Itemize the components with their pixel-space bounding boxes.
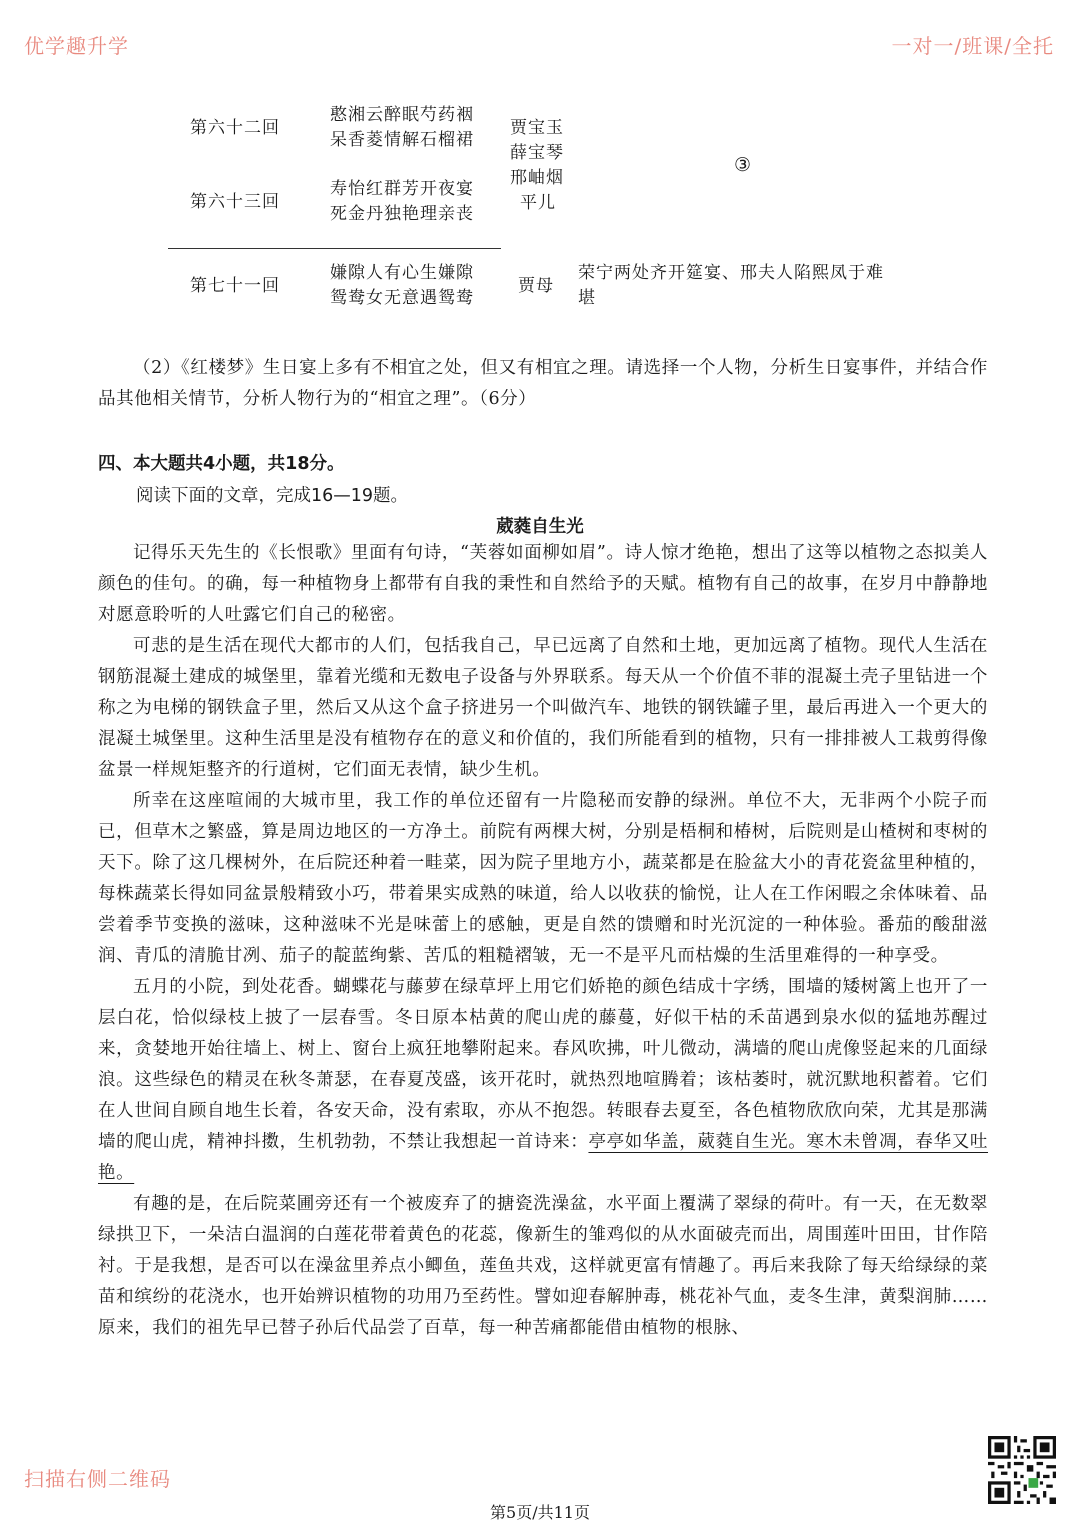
question-2 — [98, 353, 988, 415]
watermark-services: 一对一/班课/全托 — [891, 34, 1054, 58]
article-paragraph-3: 所幸在这座喧闹的大城市里，我工作的单位还留有一片隐秘而安静的绿洲。单位不大，无非两个小院子而已，但草木之繁盛，算是周边地区的一方净土。前院有两棵大树，分别是梧桐和椿树，后院则是山楂树和枣树的天下。除了这几棵树外，在后院还种着一畦菜，因为院子里地方小，蔬菜都是在脸盆大小的青花瓷盆里种植的，每株蔬菜长得如同盆景般精致小巧，带着果实成熟的味道，给人以收获的愉悦，让人在工作闲暇之余体味着、品尝着季节变换的滋味，这种滋味不光是味蕾上的感触，更是自然的馈赠和时光沉淀的一种体验。番茄的酸甜滋润、青瓜的清脆甘冽、茄子的靛蓝绚紫、苦瓜的粗糙褶皱，无一不是平凡而枯燥的生活里难得的一种享受。 — [98, 791, 988, 966]
article-paragraph-1: 记得乐天先生的《长恨歌》里面有句诗，“芙蓉如面柳如眉”。诗人惊才绝艳，想出了这等以植物之态拟美人颜色的佳句。的确，每一种植物身上都带有自我的秉性和自然给予的天赋。植物有自己的故事，在岁月中静静地对愿意聆听的人吐露它们自己的秘密。 — [98, 543, 988, 625]
watermark-brand: 优学趣升学 — [24, 34, 129, 58]
section-4-heading: 四、本大题共4小题，共18分。 — [98, 454, 345, 474]
article-paragraph-5: 有趣的是，在后院菜圃旁还有一个被废弃了的搪瓷洗澡盆，水平面上覆满了翠绿的荷叶。有一天，在无数翠绿拱卫下，一朵洁白温润的白莲花带着黄色的花蕊，像新生的雏鸡似的从水面破壳而出，周围莲叶田田，甘作陪衬。于是我想，是否可以在澡盆里养点小鲫鱼，莲鱼共戏，这样就更富有情趣了。再后来我除了每天给绿绿的菜苗和缤纷的花浇水，也开始辨识植物的功用乃至药性。譬如迎春解肿毒，桃花补气血，麦冬生津，黄梨润肺……原来，我们的祖先早已替子孙后代品尝了百草，每一种苦痛都能借由植物的根脉、 — [98, 1194, 988, 1338]
person-xiuyan: 邢岫烟 — [510, 168, 564, 188]
person-jiamu: 贾母 — [518, 276, 554, 296]
event-71-line-2: 堪 — [578, 288, 596, 308]
person-baoqin: 薛宝琴 — [510, 143, 564, 163]
answer-blank-3: ③ — [734, 154, 753, 176]
section-4-instruction: 阅读下面的文章，完成16—19题。 — [136, 486, 409, 506]
article-paragraph-4-text: 五月的小院，到处花香。蝴蝶花与藤萝在绿草坪上用它们娇艳的颜色结成十字绣，围墙的矮树篱上也开了一层白花，恰似绿枝上披了一层春雪。冬日原本枯黄的爬山虎的藤蔓，好似干枯的禾苗遇到泉水似的猛地苏醒过来，贪婪地开始往墙上、树上、窗台上疯狂地攀附起来。春风吹拂，叶儿微动，满墙的爬山虎像竖起来的几面绿浪。这些绿色的精灵在秋冬萧瑟，在春夏茂盛，该开花时，就热烈地喧腾着；该枯萎时，就沉默地积蓄着。它们在人世间自顾自地生长着，各安天命，没有索取，亦从不抱怨。转眼春去夏至，各色植物欣欣向荣，尤其是那满墙的爬山虎，精神抖擞，生机勃勃，不禁让我想起一首诗来： — [98, 977, 988, 1152]
article-paragraph-4 — [98, 972, 988, 1189]
chapter-71: 第七十一回 — [190, 276, 280, 296]
question-2-text: （2）《红楼梦》生日宴上多有不相宜之处，但又有相宜之理。请选择一个人物，分析生日宴事件，并结合作品其他相关情节，分析人物行为的“相宜之理”。（6分） — [98, 358, 988, 409]
page-number: 第5页/共11页 — [490, 1503, 590, 1522]
chapter-62-title-2: 呆香菱情解石榴裙 — [330, 130, 474, 150]
chapter-63: 第六十三回 — [190, 192, 280, 212]
article-paragraph-2: 可悲的是生活在现代大都市的人们，包括我自己，早已远离了自然和土地，更加远离了植物。现代人生活在钢筋混凝土建成的城堡里，靠着光缆和无数电子设备与外界联系。每天从一个价值不菲的混凝土壳子里钻进一个称之为电梯的钢铁盒子里，然后又从这个盒子挤进另一个叫做汽车、地铁的钢铁罐子里，最后再进入一个更大的混凝土城堡里。这种生活里是没有植物存在的意义和价值的，我们所能看到的植物，只有一排排被人工栽剪得像盆景一样规矩整齐的行道树，它们面无表情，缺少生机。 — [98, 636, 988, 780]
event-71-line-1: 荣宁两处齐开筵宴、邢夫人陷熙凤于难 — [578, 263, 884, 283]
qr-code-icon[interactable] — [988, 1436, 1056, 1504]
chapter-71-title-1: 嫌隙人有心生嫌隙 — [330, 263, 474, 283]
chapter-71-title-2: 鸳鸯女无意遇鸳鸯 — [330, 288, 474, 308]
article-title: 葳蕤自生光 — [496, 517, 584, 537]
chapter-63-title-1: 寿怡红群芳开夜宴 — [330, 179, 474, 199]
article-poem-underlined: 亭亭如华盖，葳蕤自生光。寒木未曾凋，春华又吐艳。 — [98, 1132, 989, 1183]
person-baoyu: 贾宝玉 — [510, 118, 564, 138]
chapter-62-title-1: 憨湘云醉眠芍药裀 — [330, 105, 474, 125]
chapter-63-title-2: 死金丹独艳理亲丧 — [330, 204, 474, 224]
table-divider — [168, 248, 501, 249]
article-body — [98, 538, 988, 1344]
chapter-62: 第六十二回 — [190, 118, 280, 138]
person-pinger: 平儿 — [520, 193, 556, 213]
watermark-scan-hint: 扫描右侧二维码 — [24, 1467, 171, 1491]
